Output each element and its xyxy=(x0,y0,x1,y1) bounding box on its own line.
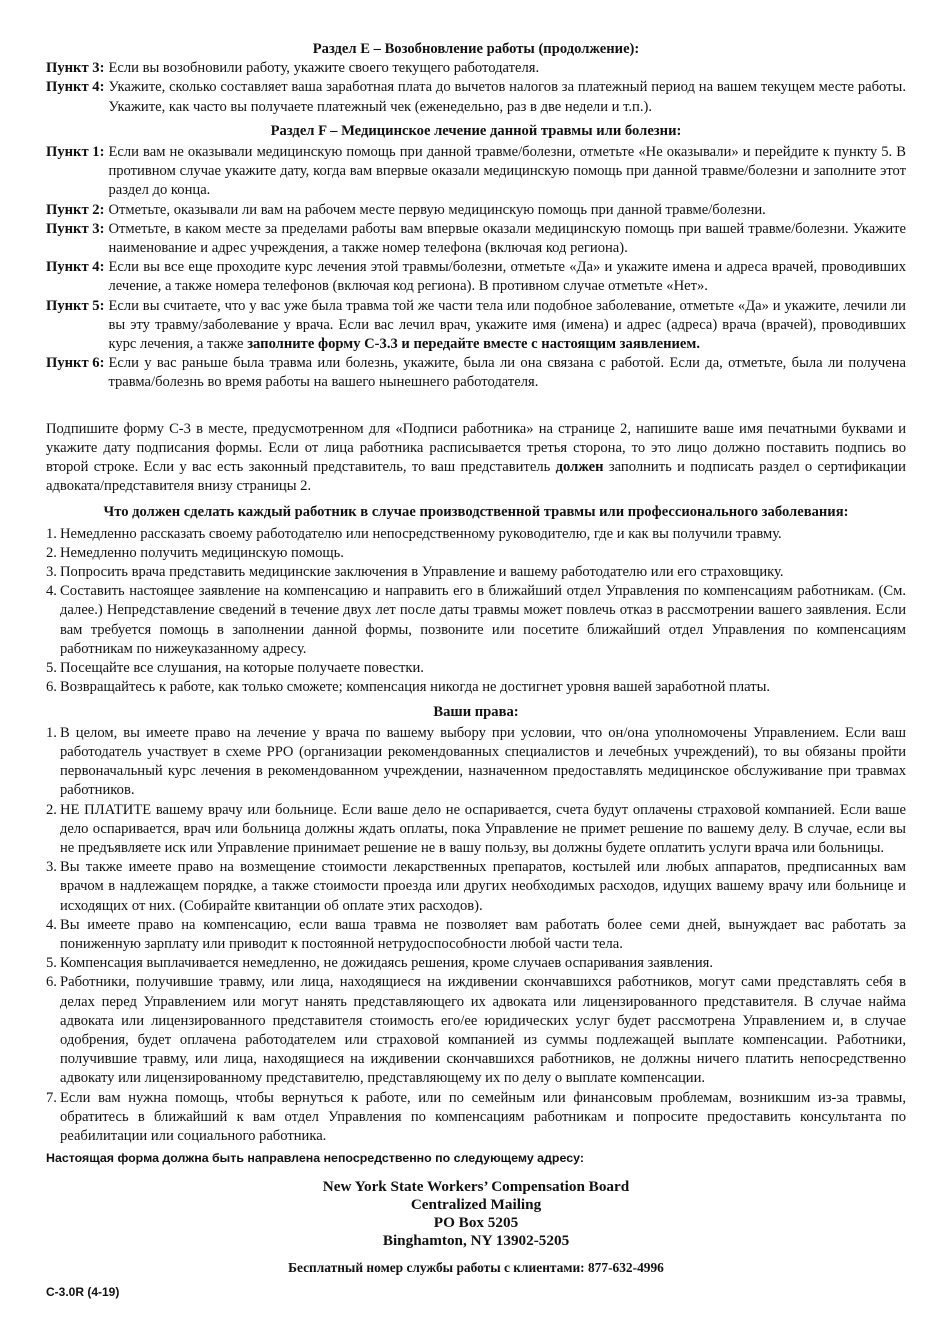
signature-text-2: заполнить и подписать раздел о сертификации адвоката/представителя внизу страницы 2. xyxy=(46,459,906,495)
item-label: Пункт 4: xyxy=(46,259,105,276)
rights-title: Ваши права: xyxy=(433,703,519,720)
item-text: Отметьте, в каком месте за пределами работы вам впервые оказали медицинскую помощь при вашей травме/болезни. Укажите наименование и адрес учреждения, а также номер телефона (включая код региона). xyxy=(108,220,906,257)
mailing-address xyxy=(46,1178,906,1250)
item-label: Пункт 6: xyxy=(46,355,105,372)
item-text: Вы также имеете право на возмещение стоимости лекарственных препаратов, костылей или любых аппаратов, предписанных вам врачом в надлежащем порядке, а также стоимости проезда или других необходимых расходов, идущих вашему врачу или больнице и исходящих от них. (Собирайте квитанции об оплате этих расходов). xyxy=(60,859,906,914)
item-text-bold: заполните форму С-3.3 и передайте вместе с настоящим заявлением. xyxy=(247,336,700,353)
item-text: Работники, получившие травму, или лица, находящиеся на иждивении скончавшихся работников, могут сами представлять себя в делах перед Управлением или могут нанять представляющего их адвоката или лицензированного представителя. В случае найма адвоката или лицензированного представителя стоимость его/ее юридических услуг будет рассмотрена Управлением и, в случае одобрения, будет оплачена работодателем или страховой компанией из суммы подлежащей выплате компенсации. Работники, получившие травму, или лица, находящиеся на иждивении скончавшихся работников, не должны ничего платить непосредственно адвокату или лицензированному представителю, представляющему их по делу о выплате компенсации. xyxy=(60,974,906,1087)
item-text: Укажите, сколько составляет ваша заработная плата до вычетов налогов за платежный период на вашем текущем месте работы. Укажите, как часто вы получаете платежный чек (еженедельно, раз в две недели и т.п.). xyxy=(108,79,906,115)
item-number: 1. xyxy=(46,724,57,741)
item-text: В целом, вы имеете право на лечение у врача по вашему выбору при условии, что он/она уполномочены Управлением. Если ваш работодатель участвует в схеме PPO (организации рекомендованных специалистов и лечебных учреждений), то вы обязаны пройти первоначальный курс лечения в рекомендованном учреждении, назначенном предоставлять медицинское обслуживание при травмах работников. xyxy=(60,724,906,799)
address-line-4: Binghamton, NY 13902-5205 xyxy=(382,1232,570,1250)
rights-item xyxy=(46,916,906,954)
item-number: 6. xyxy=(46,974,57,991)
signature-text-bold: должен xyxy=(555,459,604,476)
item-text: Если вы считаете, что у вас уже была травма той же части тела или подобное заболевание, отметьте «Да» и укажите, лечили ли вы эту травму/заболевание у врача. Если вас лечил врач, укажите имя (имена) и адрес (адреса) врача (врачей), проводивших курс лечения, а также xyxy=(108,297,906,353)
item-text-wrap xyxy=(108,297,906,355)
item-text: Если вам не оказывали медицинскую помощь при данной травме/болезни, отметьте «Не оказывали» и перейдите к пункту 5. В противном случае укажите дату, когда вам впервые оказали медицинскую помощь при данной травме/болезни и заполните этот раздел до конца. xyxy=(108,144,906,199)
item-label: Пункт 5: xyxy=(46,297,105,314)
section-f-item-5 xyxy=(46,297,906,355)
item-number: 5. xyxy=(46,660,57,677)
duties-item xyxy=(46,525,906,544)
item-number: 4. xyxy=(46,583,57,600)
item-text: Отметьте, оказывали ли вам на рабочем месте первую медицинскую помощь при данной травме/болезни. xyxy=(108,201,766,218)
section-f-item-2 xyxy=(46,201,906,220)
duties-list xyxy=(46,525,906,698)
duties-title: Что должен сделать каждый работник в случае производственной травмы или профессионального заболевания: xyxy=(103,504,849,521)
rights-item xyxy=(46,954,906,973)
item-number: 5. xyxy=(46,955,57,972)
item-text: Возвращайтесь к работе, как только сможете; компенсация никогда не достигнет уровня вашей заработной платы. xyxy=(60,679,771,696)
item-number: 4. xyxy=(46,916,57,933)
mailing-note: Настоящая форма должна быть направлена непосредственно по следующему адресу: xyxy=(46,1151,584,1166)
duties-item xyxy=(46,659,906,678)
rights-item xyxy=(46,1089,906,1147)
item-text: Немедленно получить медицинскую помощь. xyxy=(60,544,344,561)
item-text: Вы имеете право на компенсацию, если ваша травма не позволяет вам работать более семи дней, вынуждает вас работать за пониженную зарплату или приводит к постоянной нетрудоспособности любой части тела. xyxy=(60,916,906,952)
address-line-3: PO Box 5205 xyxy=(433,1214,519,1232)
address-line-2: Centralized Mailing xyxy=(410,1196,542,1214)
signature-paragraph xyxy=(46,420,906,497)
section-e-item-4 xyxy=(46,78,906,116)
item-text: Если у вас раньше была травма или болезнь, укажите, была ли она связана с работой. Если да, отметьте, была ли получена травма/болезнь во время работы на вашего нынешнего работодателя. xyxy=(108,355,906,391)
address-line-1: New York State Workers’ Compensation Board xyxy=(322,1178,630,1196)
item-label: Пункт 4: xyxy=(46,79,105,96)
rights-item xyxy=(46,801,906,859)
section-f-item-3 xyxy=(46,220,906,258)
rights-item xyxy=(46,858,906,916)
item-number: 3. xyxy=(46,859,57,876)
duties-item xyxy=(46,563,906,582)
item-text: Если вы возобновили работу, укажите своего текущего работодателя. xyxy=(108,60,540,77)
customer-service-phone: Бесплатный номер службы работы с клиентами: 877-632-4996 xyxy=(288,1260,664,1276)
section-f-item-1 xyxy=(46,143,906,201)
duties-item xyxy=(46,678,906,697)
item-label: Пункт 1: xyxy=(46,144,105,161)
item-text: НЕ ПЛАТИТЕ вашему врачу или больнице. Если ваше дело не оспаривается, счета будут оплачены страховой компанией. Если ваше дело оспаривается, врач или больница должны ждать оплаты, пока Управление не примет решение по вашему делу. В случае, если вы не предъявляете иск или Управление принимает решение не в вашу пользу, вы должны будете оплатить услуги врача или больницы. xyxy=(60,801,906,856)
section-f-item-6 xyxy=(46,354,906,392)
item-label: Пункт 3: xyxy=(46,60,105,77)
item-label: Пункт 3: xyxy=(46,220,105,237)
section-f-title: Раздел F – Медицинское лечение данной травмы или болезни: xyxy=(270,122,682,139)
document-page xyxy=(46,40,906,1278)
rights-list xyxy=(46,724,906,1146)
item-text: Немедленно рассказать своему работодателю или непосредственному руководителю, где и как вы получили травму. xyxy=(60,525,782,542)
item-text: Если вам нужна помощь, чтобы вернуться к работе, или по семейным или финансовым проблемам, возникшим из-за травмы, обратитесь в ближайший к вам отдел Управления по компенсациям работникам и попросите предоставить консультанта по реабилитации или социального работника. xyxy=(60,1089,906,1144)
rights-item xyxy=(46,973,906,1088)
section-e-item-3 xyxy=(46,59,906,78)
item-number: 2. xyxy=(46,544,57,561)
item-number: 1. xyxy=(46,525,57,542)
form-code: C-3.0R (4-19) xyxy=(46,1285,120,1299)
item-number: 2. xyxy=(46,801,57,818)
item-text: Посещайте все слушания, на которые получаете повестки. xyxy=(60,660,424,677)
item-text: Если вы все еще проходите курс лечения этой травмы/болезни, отметьте «Да» и укажите имена и адреса врачей, проводивших лечение, а также номера телефонов (включая код региона). В противном случае отметьте «Нет». xyxy=(108,259,906,295)
item-number: 6. xyxy=(46,679,57,696)
item-text: Попросить врача представить медицинские заключения в Управление и вашему работодателю или его страховщику. xyxy=(60,564,784,581)
rights-item xyxy=(46,724,906,801)
item-text: Компенсация выплачивается немедленно, не дожидаясь решения, кроме случаев оспаривания заявления. xyxy=(60,955,713,972)
signature-text-1: Подпишите форму С-3 в месте, предусмотренном для «Подписи работника» на странице 2, напишите ваше имя печатными буквами и укажите дату подписания формы. Если от лица работника расписывается третья сторона, то это лицо должно поставить подпись во второй строке. Если у вас есть законный представитель, то ваш представитель xyxy=(46,420,906,476)
duties-item xyxy=(46,582,906,659)
item-text: Составить настоящее заявление на компенсацию и направить его в ближайший отдел Управления по компенсациям работникам. (См. далее.) Непредставление сведений в течение двух лет после даты травмы может повлечь отказ в рассмотрении вашего заявления. Если вам требуется помощь в заполнении данной формы, позвоните или посетите ближайший отдел Управления по компенсациям работникам по нижеуказанному адресу. xyxy=(60,583,906,657)
section-e-title: Раздел E – Возобновление работы (продолжение): xyxy=(312,41,640,57)
duties-item xyxy=(46,544,906,563)
section-f-item-4 xyxy=(46,258,906,296)
item-number: 7. xyxy=(46,1089,57,1106)
item-number: 3. xyxy=(46,564,57,581)
item-label: Пункт 2: xyxy=(46,201,105,218)
